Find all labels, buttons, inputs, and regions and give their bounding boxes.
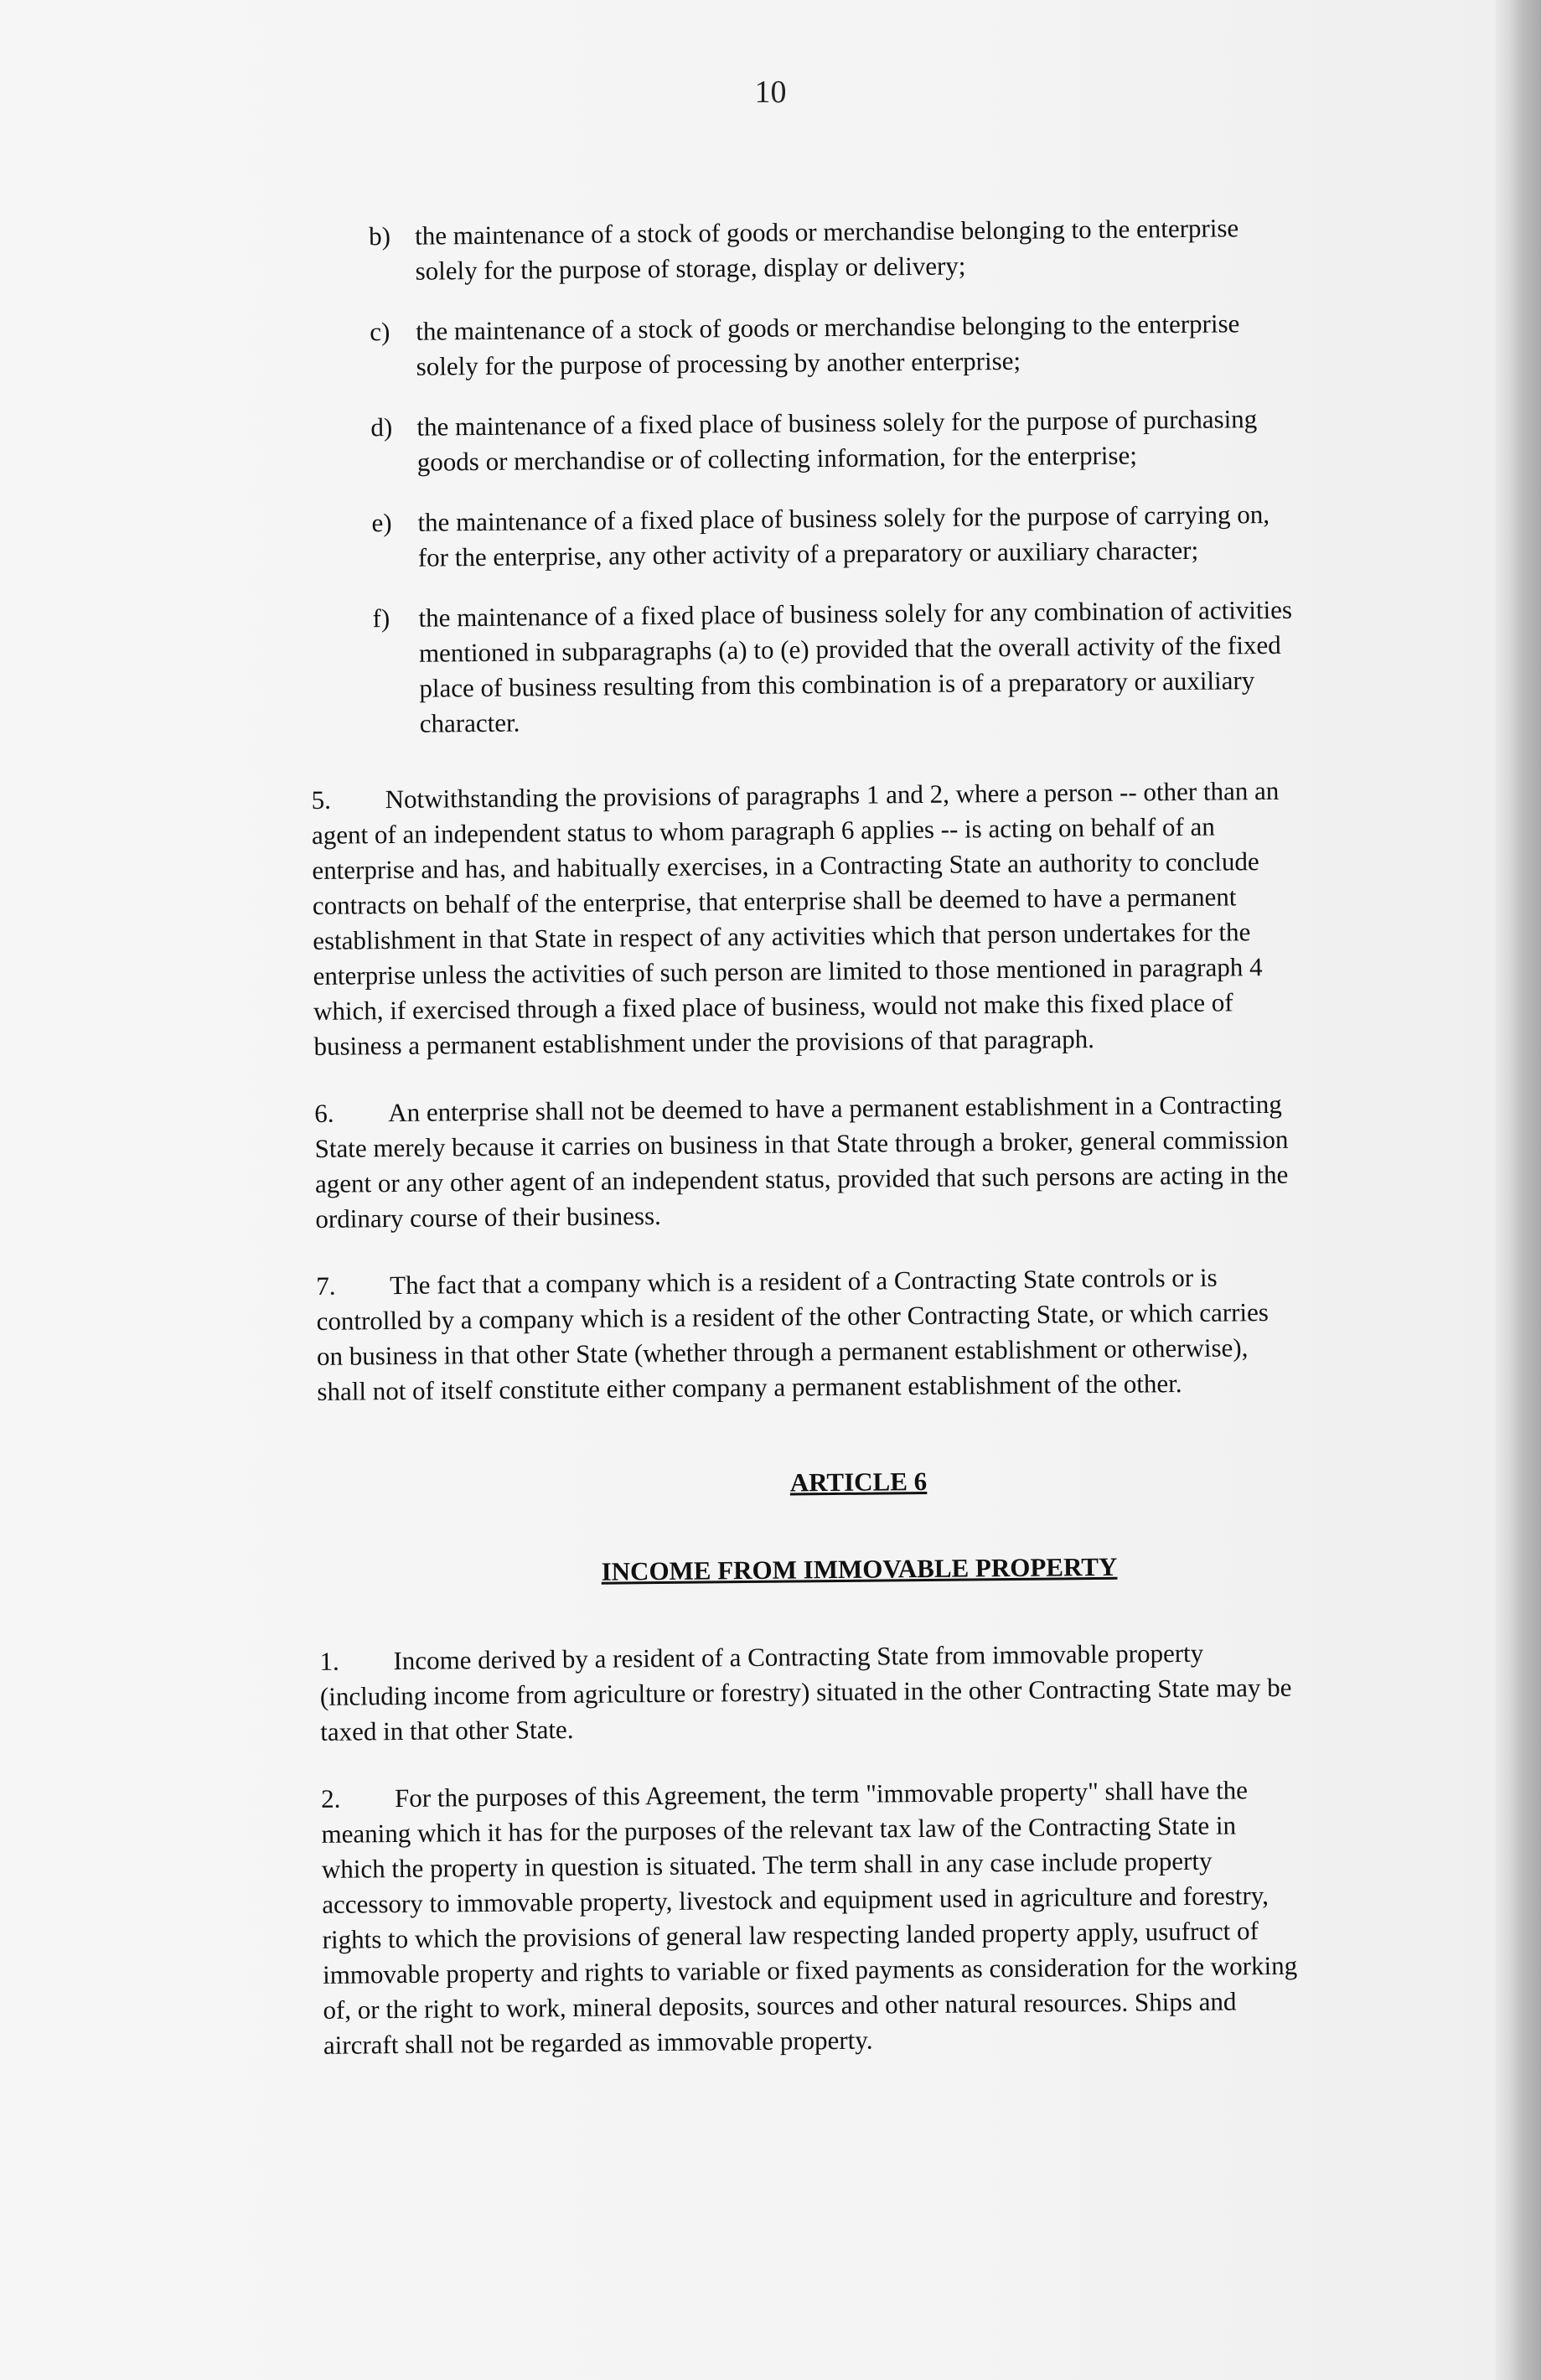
sub-item [308, 496, 1390, 577]
paragraph-text: The fact that a company which is a resident of a Contracting State controls or is [390, 1262, 1218, 1301]
paragraph-text: Notwithstanding the provisions of paragraphs 1 and 2, where a person -- other than an [385, 775, 1280, 815]
article-heading: ARTICLE 6 [789, 1466, 928, 1498]
text-line: controlled by a company which is a resident of the other Contracting State, or which carries [316, 1297, 1270, 1336]
text-line: for the enterprise, any other activity of a preparatory or auxiliary character; [417, 535, 1199, 572]
paragraph-number: 2. [320, 1783, 341, 1813]
text-line: which, if exercised through a fixed place of business, would not make this fixed place of [313, 987, 1233, 1026]
text-line: State merely because it carries on business in that State through a broker, general commission [314, 1124, 1289, 1163]
sub-item-letter: d) [370, 412, 393, 442]
text-line: shall not of itself constitute either company a permanent establishment of the other. [317, 1368, 1182, 1406]
text-line: of, or the right to work, mineral deposits, sources and other natural resources. Ships and [323, 1986, 1237, 2025]
text-line: accessory to immovable property, livestock and equipment used in agriculture and forestry, [322, 1881, 1270, 1919]
text-line: mentioned in subparagraphs (a) to (e) provided that the overall activity of the fixed [418, 629, 1281, 668]
sub-item [306, 210, 1388, 290]
page-number: 10 [754, 75, 787, 110]
sub-item [307, 305, 1388, 385]
numbered-paragraph [314, 1086, 1397, 1237]
text-line: the maintenance of a fixed place of business solely for the purpose of purchasing [416, 404, 1258, 442]
sub-item [309, 592, 1392, 742]
sub-item-letter: c) [370, 317, 390, 347]
paragraph-text: An enterprise shall not be deemed to have a permanent establishment in a Contracting [388, 1089, 1282, 1128]
page-edge [1496, 0, 1541, 2380]
text-line: agent of an independent status to whom paragraph 6 applies -- is acting on behalf of an [311, 811, 1215, 850]
paragraph-text: For the purposes of this Agreement, the term "immovable property" shall have the [394, 1775, 1249, 1813]
text-line: ordinary course of their business. [315, 1200, 661, 1234]
paragraph-number: 5. [311, 784, 332, 815]
article-title: INCOME FROM IMMOVABLE PROPERTY [601, 1551, 1118, 1586]
text-line: contracts on behalf of the enterprise, that enterprise shall be deemed to have a permanent [312, 882, 1237, 920]
text-line: which the property in question is situated. The term shall in any case include property [321, 1845, 1213, 1884]
text-line: place of business resulting from this combination is of a preparatory or auxiliary [419, 665, 1255, 703]
text-line: on business in that other State (whether through a permanent establishment or otherwise), [316, 1332, 1249, 1371]
text-line: the maintenance of a fixed place of business solely for the purpose of carrying on, [417, 499, 1270, 537]
text-line: the maintenance of a stock of goods or merchandise belonging to the enterprise [416, 308, 1240, 346]
sub-item [308, 401, 1389, 481]
sub-item-list [306, 210, 1392, 742]
numbered-paragraph [316, 1259, 1399, 1410]
text-line: goods or merchandise or of collecting information, for the enterprise; [416, 440, 1138, 477]
text-line: meaning which it has for the purposes of the relevant tax law of the Contracting State in [321, 1810, 1237, 1849]
article-5-paragraphs [311, 773, 1398, 1410]
text-line: (including income from agriculture or forestry) situated in the other Contracting State may be [319, 1672, 1292, 1711]
paragraph-text: Income derived by a resident of a Contracting State from immovable property [393, 1638, 1204, 1676]
text-line: the maintenance of a stock of goods or merchandise belonging to the enterprise [415, 213, 1239, 251]
text-line: enterprise and has, and habitually exercises, in a Contracting State an authority to conclude [312, 846, 1259, 885]
paragraph-number: 7. [316, 1270, 336, 1301]
text-line: enterprise unless the activities of such person are limited to those mentioned in paragraph 4 [313, 952, 1263, 991]
text-line: taxed in that other State. [320, 1715, 574, 1746]
text-line: character. [419, 707, 520, 738]
text-line: solely for the purpose of processing by another enterprise; [416, 345, 1021, 381]
text-line: solely for the purpose of storage, display or delivery; [415, 251, 966, 286]
text-line: immovable property and rights to variable or fixed payments as consideration for the working [322, 1950, 1298, 1989]
numbered-paragraph [321, 1772, 1404, 2063]
text-line: business a permanent establishment under the provisions of that paragraph. [313, 1024, 1095, 1061]
numbered-paragraph [311, 773, 1394, 1064]
paragraph-number: 6. [314, 1098, 334, 1128]
text-line: rights to which the provisions of general law respecting landed property apply, usufruct of [322, 1916, 1259, 1954]
text-line: agent or any other agent of an independent status, provided that such persons are acting in the [314, 1159, 1289, 1198]
text-line: establishment in that State in respect of any activities which that person undertakes for the [313, 917, 1251, 955]
sub-item-letter: b) [369, 221, 391, 251]
document-body [306, 210, 1404, 2095]
sub-item-letter: e) [371, 508, 392, 538]
numbered-paragraph [319, 1634, 1401, 1750]
text-line: aircraft shall not be regarded as immovable property. [323, 2025, 873, 2060]
article-6-paragraphs [319, 1634, 1404, 2063]
text-line: the maintenance of a fixed place of business solely for any combination of activities [418, 594, 1293, 633]
sub-item-letter: f) [372, 603, 390, 634]
paragraph-number: 1. [319, 1646, 339, 1676]
